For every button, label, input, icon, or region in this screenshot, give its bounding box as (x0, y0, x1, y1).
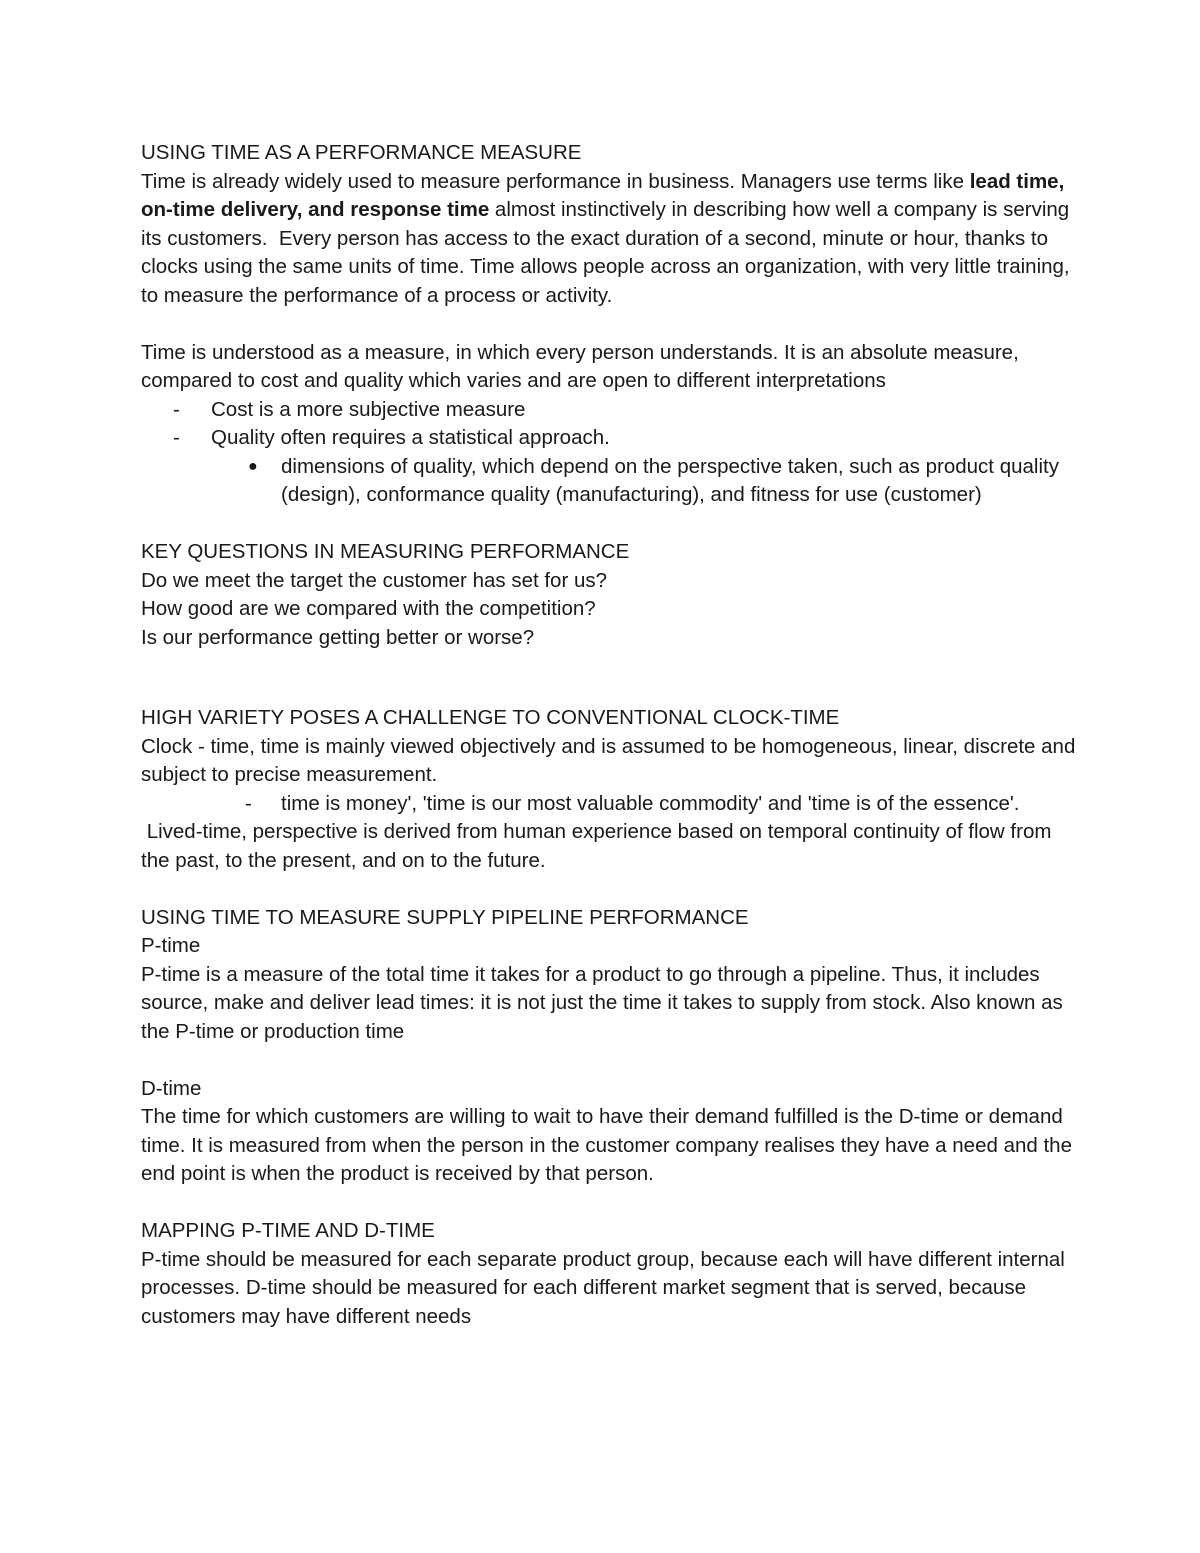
question-performance: Is our performance getting better or worse? (141, 625, 535, 649)
paragraph-d-time: The time for which customers are willing to wait to have their demand fulfilled is the D-time or demand time. It is measured from when the person in the customer company realises they have a need and the end point is when the product is received by that person. (141, 1105, 1078, 1185)
list-subitem-dimensions (141, 453, 1076, 510)
paragraph-lived-time: Lived-time, perspective is derived from human experience based on temporal continuity of flow from the past, to the present, and on to the future. (141, 820, 1058, 872)
list-item-text: dimensions of quality, which depend on the perspective taken, such as product quality (design), conformance quality (manufacturing), and fitness for use (customer) (281, 454, 1065, 506)
section-heading-time-performance: USING TIME AS A PERFORMANCE MEASURE (141, 141, 582, 164)
list-item-quality (141, 424, 1076, 453)
spacer (141, 510, 1076, 539)
list-item-cost (141, 396, 1076, 425)
dash-marker: - (173, 397, 180, 421)
spacer (141, 1046, 1076, 1075)
dash-marker: - (173, 426, 180, 449)
question-competition: How good are we compared with the competition? (141, 597, 596, 620)
paragraph-text: Time is already widely used to measure performance in business. Managers use terms like (141, 169, 970, 193)
paragraph-time-widely-used (141, 168, 1076, 311)
section-heading-mapping: MAPPING P-TIME AND D-TIME (141, 1219, 435, 1242)
paragraph-p-time: P-time is a measure of the total time it takes for a product to go through a pipeline. Thus, it includes source, make and deliver lead times: it is not just the time it takes to supply from stock. Also known as the P-time or production time (141, 962, 1069, 1043)
document-page (141, 139, 1082, 1331)
spacer (141, 310, 1076, 339)
section-heading-supply-pipeline: USING TIME TO MEASURE SUPPLY PIPELINE PERFORMANCE (141, 905, 749, 929)
spacer (141, 652, 1076, 704)
list-item-time-is-money (141, 790, 1076, 819)
paragraph-time-understood: Time is understood as a measure, in which every person understands. It is an absolute measure, compared to cost and quality which varies and are open to different interpretations (141, 340, 1025, 392)
paragraph-clock-time: Clock - time, time is mainly viewed objectively and is assumed to be homogeneous, linear, discrete and subject to precise measurement. (141, 734, 1082, 786)
paragraph-mapping: P-time should be measured for each separate product group, because each will have different internal processes. D-time should be measured for each different market segment that is served, because customers may have different needs (141, 1247, 1071, 1328)
list-item-text: time is money', 'time is our most valuable commodity' and 'time is of the essence'. (281, 791, 1020, 815)
subheading-p-time: P-time (141, 934, 201, 957)
question-target: Do we meet the target the customer has set for us? (141, 568, 608, 592)
list-item-text: Quality often requires a statistical approach. (211, 426, 610, 449)
bold-terms: lead time, on-time delivery, and response time (141, 169, 1070, 221)
paragraph-text: almost instinctively in describing how well a company is serving its customers. Every person has access to the exact duration of a second, minute or hour, thanks to clocks using the same units of time. Time allows people across an organization, with very little training, to measure the performance of a process or activity. (141, 198, 1076, 307)
dash-marker: - (245, 791, 252, 815)
section-heading-high-variety: HIGH VARIETY POSES A CHALLENGE TO CONVENTIONAL CLOCK-TIME (141, 706, 840, 729)
section-heading-key-questions: KEY QUESTIONS IN MEASURING PERFORMANCE (141, 540, 630, 563)
bullet-marker: ● (248, 457, 258, 475)
subheading-d-time: D-time (141, 1076, 202, 1100)
spacer (141, 1189, 1076, 1218)
spacer (141, 875, 1076, 904)
list-item-text: Cost is a more subjective measure (211, 397, 526, 421)
